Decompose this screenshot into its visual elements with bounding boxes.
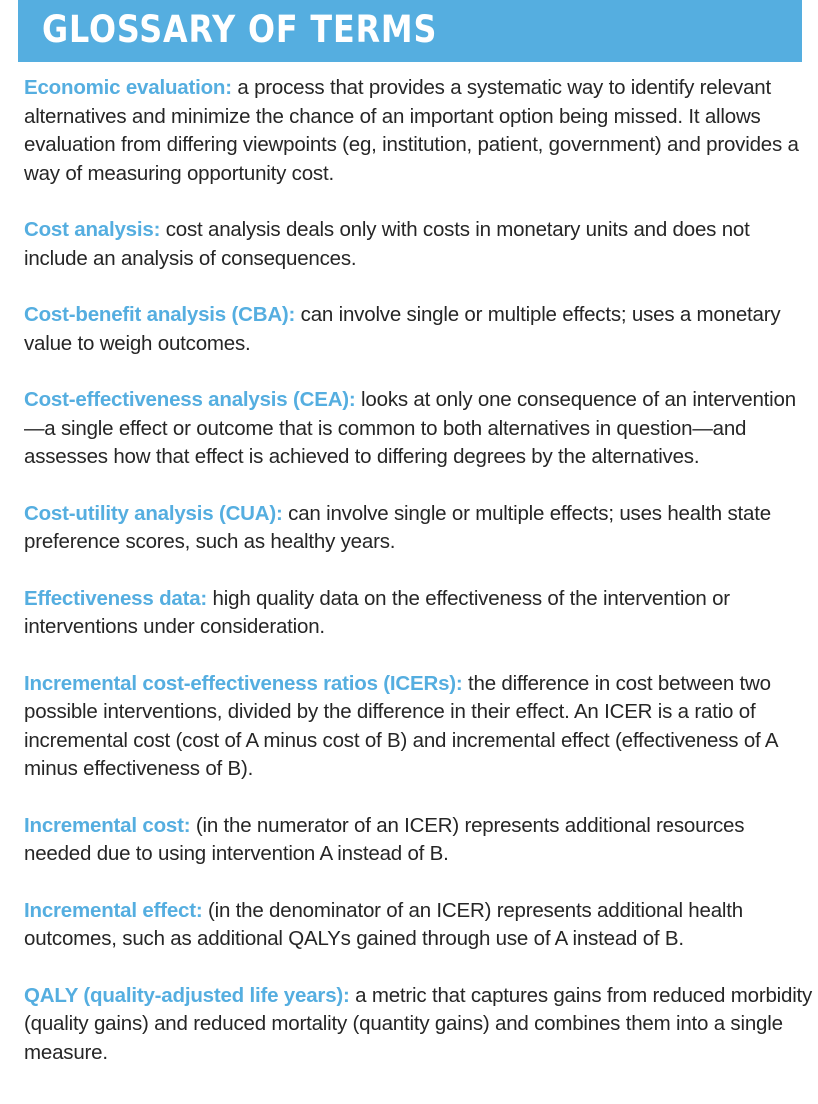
glossary-term: Cost-benefit analysis (CBA): — [24, 303, 296, 326]
glossary-term: Cost-effectiveness analysis (CEA): — [24, 388, 356, 411]
glossary-entry — [24, 670, 814, 784]
glossary-list — [24, 74, 814, 1095]
glossary-definition: can involve single or multiple effects; uses health state preference scores, such as healthy years. — [24, 501, 771, 553]
glossary-definition: a process that provides a systematic way to identify relevant alternatives and minimize the chance of an important option being missed. It allows evaluation from differing viewpoints (eg, institution, patient, government) and provides a way of measuring opportunity cost. — [24, 76, 799, 185]
glossary-definition: the difference in cost between two possible interventions, divided by the difference in their effect. An ICER is a ratio of incremental cost (cost of A minus cost of B) and incremental effect (effectiveness of A minus effectiveness of B). — [24, 671, 778, 780]
glossary-definition: looks at only one consequence of an intervention—a single effect or outcome that is common to both alternatives in question—and assesses how that effect is achieved to differing degrees by the alternatives. — [24, 388, 796, 468]
glossary-term: Cost analysis: — [24, 218, 161, 241]
glossary-term: Incremental cost: — [24, 813, 191, 837]
glossary-entry — [24, 386, 814, 472]
glossary-header — [18, 0, 802, 62]
glossary-term: Effectiveness data: — [24, 586, 208, 610]
glossary-entry — [24, 897, 814, 954]
glossary-term: Economic evaluation: — [24, 76, 232, 99]
glossary-definition: high quality data on the effectiveness of the intervention or interventions under consideration. — [24, 586, 730, 638]
glossary-term: Cost-utility analysis (CUA): — [24, 501, 283, 525]
glossary-term: Incremental effect: — [24, 898, 203, 922]
glossary-definition: cost analysis deals only with costs in monetary units and does not include an analysis of consequences. — [24, 218, 750, 270]
glossary-entry — [24, 982, 814, 1068]
glossary-definition: (in the numerator of an ICER) represents additional resources needed due to using intervention A instead of B. — [24, 813, 745, 865]
glossary-definition: a metric that captures gains from reduced morbidity (quality gains) and reduced mortality (quantity gains) and combines them into a single measure. — [24, 983, 813, 1064]
glossary-entry — [24, 301, 814, 358]
page-title: GLOSSARY OF TERMS — [42, 8, 438, 51]
glossary-entry — [24, 585, 814, 642]
glossary-term: QALY (quality-adjusted life years): — [24, 983, 350, 1007]
glossary-entry — [24, 812, 814, 869]
glossary-entry — [24, 216, 814, 273]
glossary-term: Incremental cost-effectiveness ratios (ICERs): — [24, 671, 463, 695]
glossary-entry — [24, 500, 814, 557]
glossary-entry — [24, 74, 814, 188]
glossary-definition: can involve single or multiple effects; uses a monetary value to weigh outcomes. — [24, 303, 781, 355]
glossary-definition: (in the denominator of an ICER) represents additional health outcomes, such as additional QALYs gained through use of A instead of B. — [24, 898, 743, 950]
